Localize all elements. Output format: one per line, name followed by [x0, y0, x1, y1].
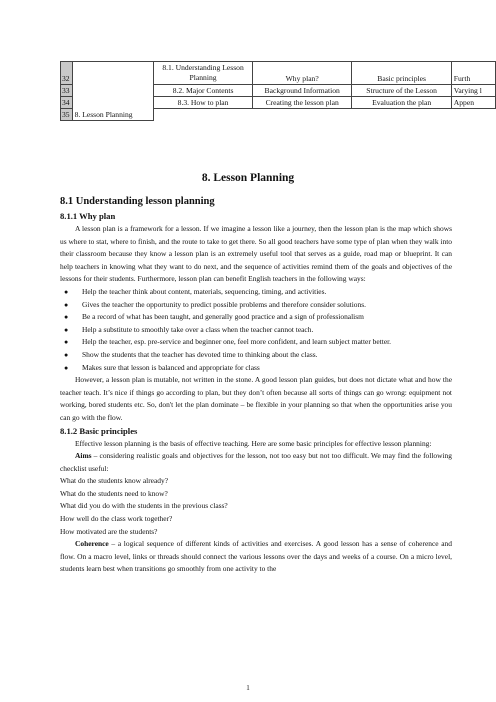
topic-cell: Creating the lesson plan: [252, 97, 352, 109]
table-row: [61, 62, 496, 85]
bullet-item: ● Makes sure that lesson is balanced and appropriate for class: [60, 362, 452, 375]
bullet-icon: ●: [64, 363, 69, 372]
topic-cell: Structure of the Lesson: [352, 85, 451, 97]
empty-cell: [252, 109, 352, 121]
coherence-text: – a logical sequence of different kinds of activities and exercises. A good lesson has a sense of coherence and flow. On a macro level, links or threads should connect the various lessons over the days and weeks of a course. On a micro level, students learn best when transitions go smoothly from one activity to the: [60, 539, 452, 574]
aims-text: – considering realistic goals and objectives for the lesson, not too easy but not too difficult. We may find the following checklist useful:: [60, 451, 452, 473]
row-number: 35: [61, 109, 73, 121]
checklist-item: What do the students need to know?: [60, 488, 168, 498]
row-number: 32: [61, 62, 73, 85]
bullet-icon: ●: [64, 338, 69, 347]
empty-cell: [154, 109, 253, 121]
bullet-icon: ●: [64, 287, 69, 296]
coherence-label: Coherence: [75, 539, 109, 549]
bullet-item: ● Show the students that the teacher has devoted time to thinking about the class.: [60, 349, 452, 362]
topic-cell: Why plan?: [252, 62, 352, 85]
bullet-item: ● Help the teacher, esp. pre-service and beginner one, feel more confident, and learn subject matter better.: [60, 336, 452, 349]
checklist-item: What do the students know already?: [60, 476, 169, 486]
row-number: 33: [61, 85, 73, 97]
row-number: 34: [61, 97, 73, 109]
checklist-item: What did you do with the students in the previous class?: [60, 501, 228, 511]
empty-cell: [451, 109, 495, 121]
topic-cell: Background Information: [252, 85, 352, 97]
subsection-heading: 8.1.2 Basic principles: [60, 425, 138, 436]
paragraph-aims: [60, 450, 452, 475]
paragraph: Effective lesson planning is the basis of effective teaching. Here are some basic principles for effective lesson planning:: [75, 438, 432, 448]
bullet-icon: ●: [64, 300, 69, 309]
bullet-item: ● Help a substitute to smoothly take over a class when the teacher cannot teach.: [60, 324, 452, 337]
topic-cell: 8.2. Major Contents: [154, 85, 253, 97]
bullet-item: ● Be a record of what has been taught, and generally good practice and a sign of professionalism: [60, 311, 452, 324]
topic-cell: Appen: [451, 97, 495, 109]
topic-cell: Evaluation the plan: [352, 97, 451, 109]
topic-cell: 8.3. How to plan: [154, 97, 253, 109]
bullet-icon: ●: [64, 350, 69, 359]
aims-label: Aims: [75, 451, 92, 461]
page-title: 8. Lesson Planning: [201, 172, 295, 184]
checklist-item: How motivated are the students?: [60, 526, 158, 536]
section-cell: 8. Lesson Planning: [72, 62, 154, 121]
section-heading: 8.1 Understanding lesson planning: [60, 196, 215, 207]
topic-cell: Basic principles: [352, 62, 451, 85]
topic-cell: Furth: [451, 62, 495, 85]
curriculum-table: [60, 61, 496, 121]
bullet-icon: ●: [64, 313, 69, 322]
subsection-heading: 8.1.1 Why plan: [60, 211, 116, 221]
paragraph: A lesson plan is a framework for a lesson. If we imagine a lesson like a journey, then the lesson plan is the map which shows us where to stat, where to finish, and the route to take to get there. So all good teachers have some type of plan when they walk into their classroom because they know a lesson plan is an extremely useful tool that serves as a guide, road map or blueprint. It can help teachers in knowing what they want to do next, and the sequence of activities remind them of the goals and objectives of the lessons for their students. Furthermore, lesson plan can benefit English teachers in the following ways:: [60, 224, 452, 284]
bullet-item: ● Gives the teacher the opportunity to predict possible problems and therefore consider solutions.: [60, 299, 452, 312]
document-body: [60, 194, 452, 576]
paragraph-coherence: [60, 538, 452, 576]
checklist-item: How well do the class work together?: [60, 514, 173, 524]
topic-cell: 8.1. Understanding Lesson Planning: [154, 62, 253, 85]
topic-cell: Varying l: [451, 85, 495, 97]
page-number: 1: [246, 684, 250, 692]
paragraph: However, a lesson plan is mutable, not written in the stone. A good lesson plan guides, but does not dictate what and how the teacher teach. It’s nice if things go according to plan, but they don’t often because all sorts of things can go wrong: equipment not working, bored students etc. So, don't let the plan dominate – be flexible in your planning so that when the opportunities arise you can go with the flow.: [60, 375, 452, 422]
bullet-item: ● Help the teacher think about content, materials, sequencing, timing, and activities.: [60, 286, 452, 299]
bullet-icon: ●: [64, 325, 69, 334]
empty-cell: [352, 109, 451, 121]
